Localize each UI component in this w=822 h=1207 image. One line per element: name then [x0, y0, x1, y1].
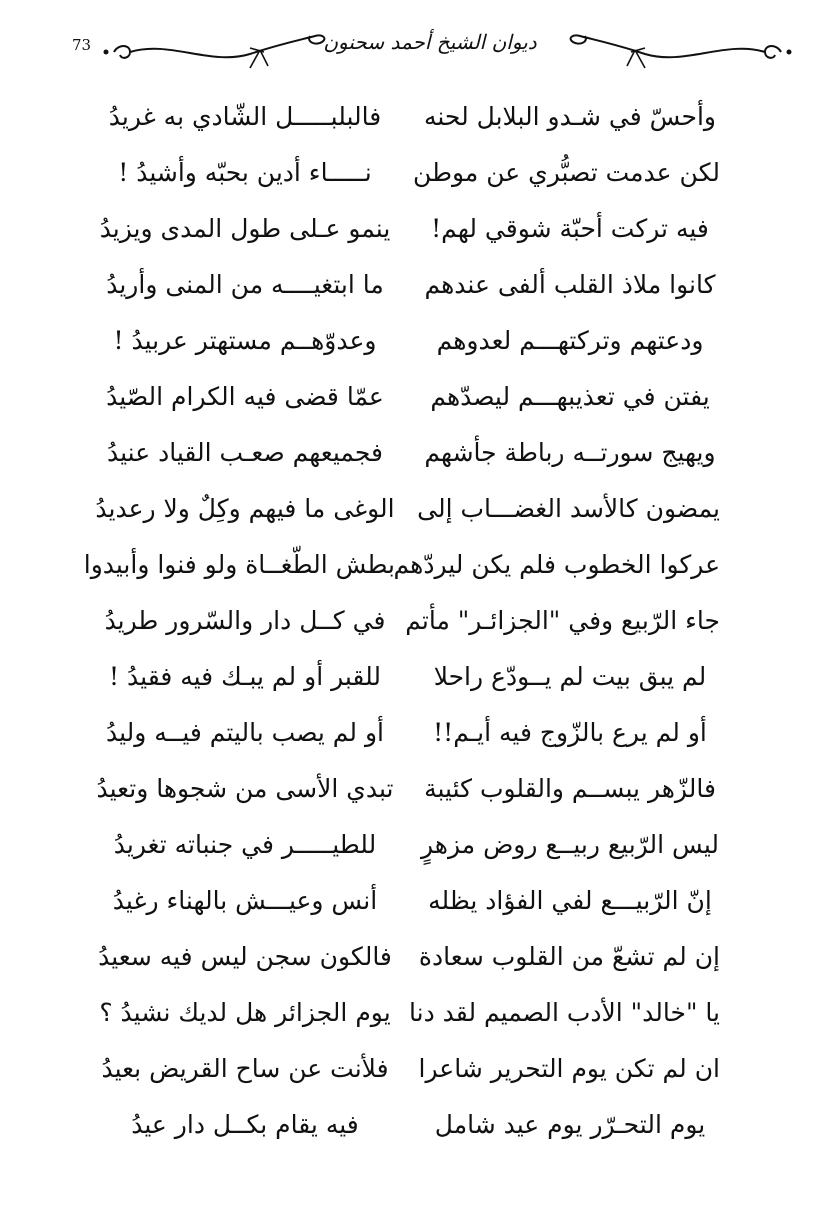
verse-first-hemistich: إن لم تشعّ من القلوب سعادة [418, 942, 720, 971]
running-title: ديوان الشيخ أحمد سحنون [323, 30, 537, 54]
verse-second-hemistich: أنس وعيـــش بالهناء رغيدُ [112, 886, 378, 915]
verse-first-hemistich: فالزّهر يبســم والقلوب كئيبة [424, 774, 716, 803]
verse-second-hemistich: في كــل دار والسّرور طريدُ [104, 606, 386, 635]
verse-second-hemistich: وعدوّهــم مستهتر عربيدُ ! [113, 326, 377, 355]
verse-row [0, 264, 822, 320]
verse-first-hemistich: ويهيج سورتــه رباطة جأشهم [424, 438, 716, 467]
verse-row [0, 208, 822, 264]
verse-row [0, 712, 822, 768]
verse-first-hemistich: يا "خالد" الأدب الصميم لقد دنا [409, 998, 720, 1027]
verse-first-hemistich: أو لم يرع بالزّوج فيه أيـم!! [433, 718, 707, 747]
verse-row [0, 320, 822, 376]
verse-second-hemistich: بطش الطّغــاة ولو فنوا وأبيدوا [83, 550, 395, 579]
verse-first-hemistich: يفتن في تعذيبهـــم ليصدّهم [430, 382, 710, 411]
verse-second-hemistich: فجميعهم صعـب القياد عنيدُ [107, 438, 383, 467]
verse-row [0, 880, 822, 936]
verse-row [0, 96, 822, 152]
verse-first-hemistich: إنّ الرّبيـــع لفي الفؤاد يظله [428, 886, 712, 915]
verse-first-hemistich: ان لم تكن يوم التحرير شاعرا [418, 1054, 720, 1083]
verse-row [0, 992, 822, 1048]
verse-second-hemistich: يوم الجزائر هل لديك نشيدُ ؟ [99, 998, 391, 1027]
verse-row [0, 1048, 822, 1104]
verse-second-hemistich: ينمو عـلى طول المدى ويزيدُ [99, 214, 391, 243]
left-ornament-icon [100, 26, 340, 76]
verse-row [0, 432, 822, 488]
verse-row [0, 488, 822, 544]
verse-row [0, 768, 822, 824]
verse-first-hemistich: يمضون كالأسد الغضـــاب إلى [417, 494, 720, 523]
verse-first-hemistich: لم يبق بيت لم يــودّع راحلا [433, 662, 707, 691]
verse-second-hemistich: نـــــاء أدين بحبّه وأشيدُ ! [118, 158, 372, 187]
verse-second-hemistich: الوغى ما فيهم وكِلٌ ولا رعديدُ [95, 494, 395, 523]
verse-first-hemistich: كانوا ملاذ القلب ألفى عندهم [424, 270, 716, 299]
verse-first-hemistich: ودعتهم وتركتهـــم لعدوهم [436, 326, 704, 355]
verse-second-hemistich: للقبر أو لم يبـك فيه فقيدُ ! [109, 662, 381, 691]
right-ornament-icon [555, 26, 795, 76]
verse-row [0, 936, 822, 992]
page-header [60, 18, 760, 78]
page-number: 73 [72, 36, 92, 54]
verse-row [0, 544, 822, 600]
verse-row [0, 656, 822, 712]
verse-second-hemistich: فالكون سجن ليس فيه سعيدُ [98, 942, 392, 971]
verse-second-hemistich: للطيـــــر في جنباته تغريدُ [113, 830, 377, 859]
verse-second-hemistich: فيه يقام بكــل دار عيدُ [131, 1110, 359, 1139]
verse-second-hemistich: فلأنت عن ساح القريض بعيدُ [101, 1054, 389, 1083]
verse-first-hemistich: جاء الرّبيع وفي "الجزائـر" مأتم [405, 606, 720, 635]
verse-row [0, 600, 822, 656]
verse-first-hemistich: وأحسّ في شـدو البلابل لحنه [423, 102, 716, 131]
verse-first-hemistich: فيه تركت أحبّة شوقي لهم! [431, 214, 709, 243]
verse-second-hemistich: ما ابتغيــــه من المنى وأريدُ [106, 270, 384, 299]
verse-row [0, 376, 822, 432]
verse-second-hemistich: أو لم يصب باليتم فيــه وليدُ [105, 718, 384, 747]
verse-row [0, 152, 822, 208]
verse-second-hemistich: تبدي الأسى من شجوها وتعيدُ [96, 774, 394, 803]
verse-first-hemistich: ليس الرّبيع ربيــع روض مزهرٍ [420, 830, 720, 859]
verse-row [0, 1104, 822, 1160]
verse-row [0, 824, 822, 880]
verse-first-hemistich: لكن عدمت تصبُّري عن موطن [413, 158, 720, 187]
verse-second-hemistich: عمّا قضى فيه الكرام الصّيدُ [106, 382, 384, 411]
verse-first-hemistich: عركوا الخطوب فلم يكن ليردّهم [393, 550, 720, 579]
verse-second-hemistich: فالبلبـــــل الشّادي به غريدُ [108, 102, 382, 131]
verse-first-hemistich: يوم التحـرّر يوم عيد شامل [434, 1110, 706, 1139]
